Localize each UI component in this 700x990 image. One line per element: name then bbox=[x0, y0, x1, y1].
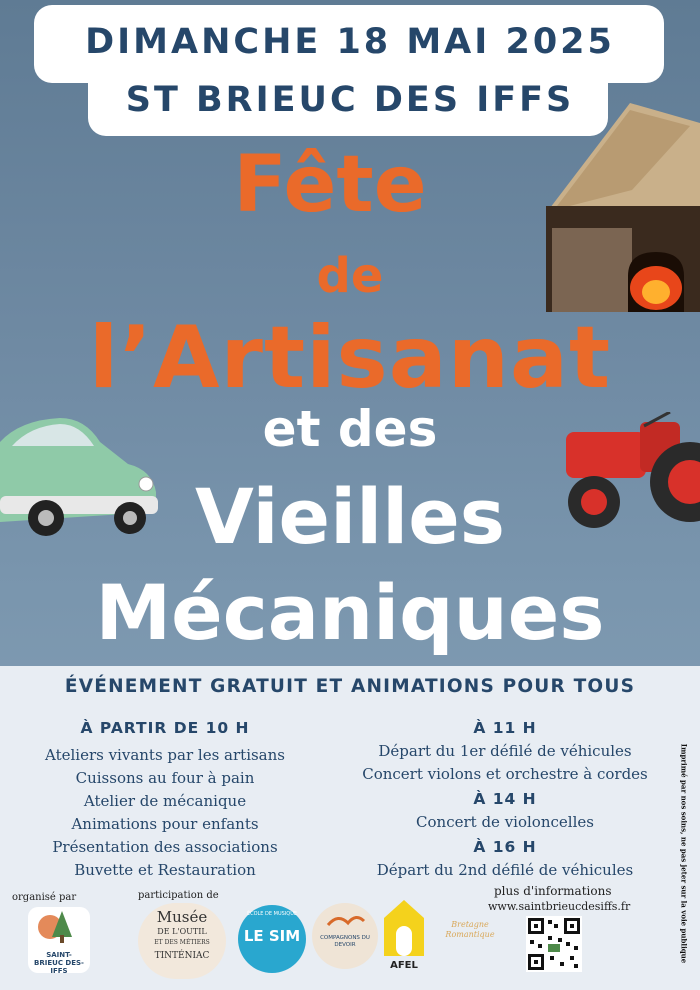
more-info-label: plus d'informations bbox=[494, 884, 612, 898]
program-item: Départ du 1er défilé de véhicules bbox=[378, 742, 632, 760]
qr-code[interactable] bbox=[526, 916, 582, 972]
program-item: Buvette et Restauration bbox=[74, 861, 256, 879]
title-vieilles: Vieilles bbox=[194, 472, 505, 561]
musee-logo-line3: ET DES MÉTIERS bbox=[154, 939, 210, 946]
participation-label: participation de bbox=[138, 890, 219, 901]
bretagne-romantique-logo bbox=[437, 920, 503, 950]
title-artisanat: l’Artisanat bbox=[88, 308, 612, 408]
organised-by-label: organisé par bbox=[12, 892, 77, 903]
program-item: Atelier de mécanique bbox=[83, 792, 247, 810]
website-link[interactable]: www.saintbrieucdesiffs.fr bbox=[488, 900, 631, 913]
program-item: Concert violons et orchestre à cordes bbox=[362, 765, 648, 783]
time-heading-14h: À 14 H bbox=[473, 790, 537, 808]
left-program bbox=[20, 717, 310, 882]
musee-logo-line1: Musée bbox=[156, 908, 208, 926]
compagnons-logo bbox=[312, 903, 378, 969]
print-notice-text: Imprimé par nos soins, ne pas jeter sur la voie publique bbox=[679, 743, 689, 964]
time-heading-11h: À 11 H bbox=[473, 719, 537, 737]
bretagne-logo-text: Bretagne Romantique bbox=[445, 920, 495, 939]
event-date: DIMANCHE 18 MAI 2025 bbox=[85, 22, 615, 62]
time-heading-16h: À 16 H bbox=[473, 838, 537, 856]
musee-logo-line2: DE L'OUTIL bbox=[157, 927, 207, 936]
compagnons-logo-text: COMPAGNONS DU DEVOIR bbox=[320, 935, 370, 948]
program-item: Cuissons au four à pain bbox=[75, 769, 255, 787]
program-item: Présentation des associations bbox=[52, 838, 278, 856]
program-item: Ateliers vivants par les artisans bbox=[45, 746, 285, 764]
afel-logo bbox=[382, 898, 426, 976]
sim-logo-top: ÉCOLE DE MUSIQUE bbox=[246, 911, 298, 917]
right-program bbox=[345, 717, 665, 882]
musee-logo-line4: TINTÉNIAC bbox=[154, 951, 210, 961]
event-place: ST BRIEUC DES IFFS bbox=[125, 80, 575, 120]
program-item: Concert de violoncelles bbox=[416, 813, 594, 831]
saint-brieuc-logo bbox=[28, 907, 90, 973]
title-de: de bbox=[316, 248, 384, 304]
afel-logo-text: AFEL bbox=[390, 960, 418, 971]
program-item: Départ du 2nd défilé de véhicules bbox=[376, 861, 634, 879]
sim-music-school-logo bbox=[238, 905, 306, 973]
title-mecaniques: Mécaniques bbox=[95, 568, 605, 657]
title-et-des: et des bbox=[262, 400, 438, 458]
tree-icon bbox=[28, 907, 90, 947]
free-event-banner: ÉVÉNEMENT GRATUIT ET ANIMATIONS POUR TOUS bbox=[64, 676, 636, 697]
bird-icon bbox=[312, 903, 378, 933]
program-item: Animations pour enfants bbox=[71, 815, 259, 833]
saint-brieuc-logo-text: SAINT-BRIEUC DES-IFFS bbox=[34, 951, 84, 975]
print-notice bbox=[679, 736, 693, 976]
musee-outil-logo bbox=[138, 903, 226, 979]
title-fete: Fête bbox=[233, 140, 427, 230]
sim-logo-main: LE SIM bbox=[243, 927, 301, 945]
left-heading: À PARTIR DE 10 H bbox=[80, 719, 250, 737]
house-icon bbox=[382, 898, 426, 958]
